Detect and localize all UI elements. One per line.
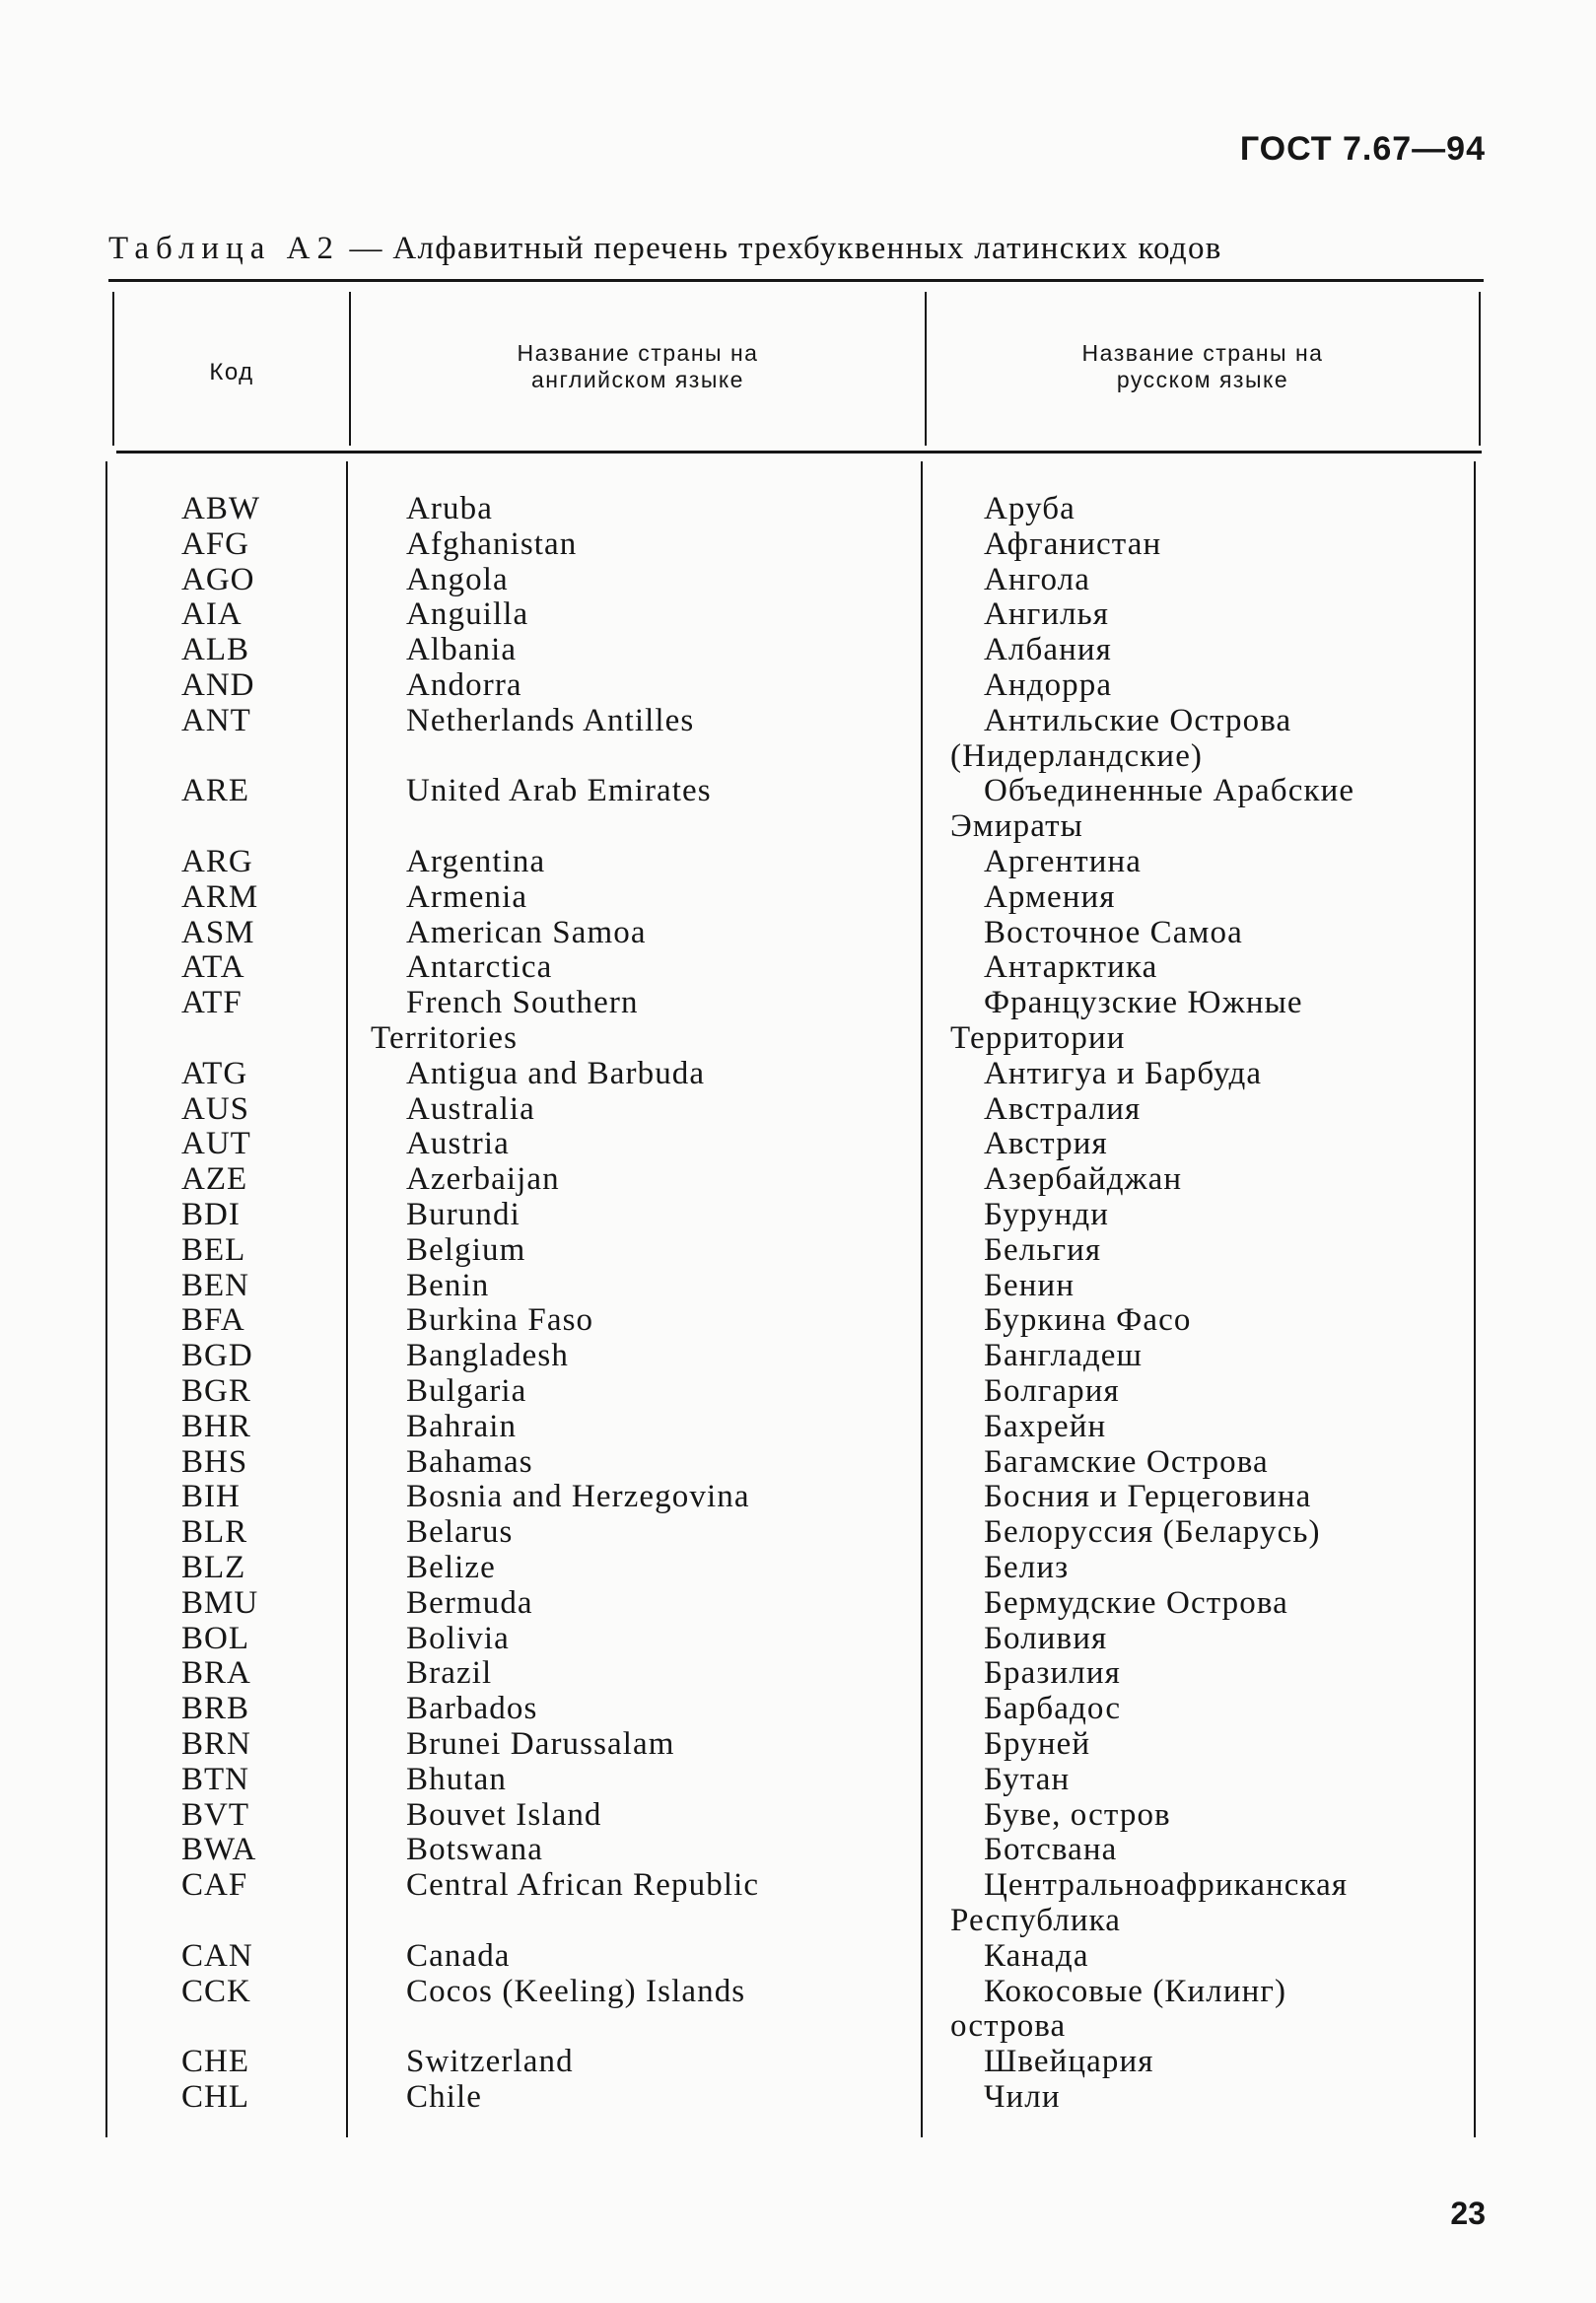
cell-code: BHS	[181, 1443, 248, 1480]
table-row	[0, 1479, 1596, 1514]
cell-russian: Албания	[984, 632, 1112, 668]
table-top-rule	[108, 279, 1484, 282]
cell-english: Anguilla	[406, 596, 529, 633]
cell-russian: Афганистан	[984, 525, 1162, 562]
cell-code: BDI	[181, 1197, 241, 1232]
cell-russian: Территории	[950, 1020, 1126, 1056]
cell-code: CHL	[181, 2079, 249, 2115]
table-row	[0, 1585, 1596, 1621]
cell-code: BGR	[181, 1373, 251, 1409]
cell-code: AUS	[181, 1090, 250, 1127]
table-row	[0, 773, 1596, 808]
cell-code: ARM	[181, 878, 259, 915]
table-row	[0, 1938, 1596, 1974]
table-row	[0, 808, 1596, 844]
cell-russian: Боливия	[984, 1620, 1108, 1656]
cell-russian: Бахрейн	[984, 1408, 1107, 1444]
cell-english: Aruba	[406, 491, 493, 526]
header-russian-line2: русском языке	[1116, 367, 1289, 392]
cell-russian: Бутан	[984, 1761, 1071, 1797]
table-row	[0, 1655, 1596, 1691]
cell-russian: Эмираты	[950, 808, 1083, 845]
cell-english: Bolivia	[406, 1620, 510, 1656]
cell-code: BTN	[181, 1761, 249, 1797]
cell-russian: Восточное Самоа	[984, 914, 1243, 950]
cell-english: Bahrain	[406, 1408, 518, 1444]
cell-russian: (Нидерландские)	[950, 737, 1204, 774]
cell-russian: Бруней	[984, 1726, 1091, 1762]
table-row	[0, 1161, 1596, 1197]
table-row	[0, 738, 1596, 774]
cell-english: Botswana	[406, 1832, 543, 1868]
cell-russian: Французские Южные	[984, 985, 1303, 1021]
header-russian-line1: Название страны на	[1081, 340, 1324, 366]
table-row	[0, 1056, 1596, 1091]
cell-russian: Антигуа и Барбуда	[984, 1055, 1263, 1091]
cell-code: AZE	[181, 1161, 248, 1198]
table-row	[0, 1621, 1596, 1656]
cell-english: Territories	[371, 1020, 519, 1056]
cell-code: ASM	[181, 914, 255, 950]
cell-russian: Бермудские Острова	[984, 1584, 1288, 1621]
table-row	[0, 2008, 1596, 2044]
cell-english: Belarus	[406, 1514, 514, 1551]
table-row	[0, 1409, 1596, 1444]
header-code	[114, 359, 349, 385]
cell-russian: Объединенные Арабские	[984, 773, 1355, 809]
caption-label: Таблица А2	[108, 231, 340, 266]
cell-code: BRA	[181, 1655, 251, 1692]
cell-russian: Аргентина	[984, 844, 1143, 879]
cell-english: Bulgaria	[406, 1373, 527, 1409]
cell-russian: Белиз	[984, 1550, 1070, 1585]
cell-english: Canada	[406, 1937, 511, 1974]
caption-text: — Алфавитный перечень трехбуквенных латинских кодов	[339, 231, 1222, 266]
cell-english: Antigua and Barbuda	[406, 1055, 706, 1091]
table-row	[0, 1020, 1596, 1056]
cell-english: Bangladesh	[406, 1338, 569, 1374]
table-row	[0, 2044, 1596, 2079]
table-row	[0, 1550, 1596, 1585]
cell-russian: Ботсвана	[984, 1832, 1118, 1868]
cell-english: Angola	[406, 561, 509, 597]
cell-code: BMU	[181, 1584, 259, 1621]
table-row	[0, 632, 1596, 667]
cell-russian: Белоруссия (Беларусь)	[984, 1514, 1321, 1551]
cell-english: Andorra	[406, 667, 522, 703]
header-english-line1: Название страны на	[517, 340, 759, 366]
table-row	[0, 985, 1596, 1020]
cell-english: Chile	[406, 2079, 482, 2115]
table-row	[0, 879, 1596, 915]
table-row	[0, 1903, 1596, 1938]
cell-code: BRB	[181, 1691, 250, 1727]
cell-russian: Бельгия	[984, 1231, 1102, 1268]
cell-english: Bermuda	[406, 1584, 533, 1621]
table-header-rule	[116, 451, 1482, 454]
cell-russian: Буве, остров	[984, 1796, 1171, 1833]
cell-english: Azerbaijan	[406, 1161, 560, 1198]
cell-russian: Андорра	[984, 667, 1113, 703]
header-russian	[927, 340, 1479, 393]
table-row	[0, 1268, 1596, 1303]
cell-code: BVT	[181, 1796, 249, 1833]
cell-code: BHR	[181, 1408, 251, 1444]
cell-english: Bosnia and Herzegovina	[406, 1479, 750, 1515]
table-row	[0, 2079, 1596, 2115]
table-row	[0, 1691, 1596, 1726]
cell-russian: Болгария	[984, 1373, 1120, 1409]
cell-russian: Бразилия	[984, 1655, 1121, 1692]
cell-code: BIH	[181, 1479, 241, 1515]
cell-code: ARE	[181, 773, 249, 809]
cell-code: AND	[181, 667, 255, 703]
cell-code: CCK	[181, 1973, 251, 2009]
table-row	[0, 915, 1596, 950]
cell-english: United Arab Emirates	[406, 773, 712, 809]
cell-english: American Samoa	[406, 914, 647, 950]
table-row	[0, 1302, 1596, 1338]
table-caption	[108, 231, 1222, 267]
cell-english: Armenia	[406, 878, 528, 915]
cell-english: Australia	[406, 1090, 535, 1127]
cell-english: Cocos (Keeling) Islands	[406, 1973, 746, 2009]
table-row	[0, 562, 1596, 597]
cell-english: Barbados	[406, 1691, 538, 1727]
table-row	[0, 1974, 1596, 2009]
table-row	[0, 703, 1596, 738]
cell-russian: Ангола	[984, 561, 1090, 597]
cell-code: CAF	[181, 1867, 248, 1904]
cell-code: ANT	[181, 702, 251, 738]
table-row	[0, 1797, 1596, 1833]
cell-code: AFG	[181, 525, 250, 562]
cell-code: BLR	[181, 1514, 248, 1551]
cell-russian: Буркина Фасо	[984, 1302, 1192, 1339]
cell-english: Central African Republic	[406, 1867, 760, 1904]
cell-code: BEN	[181, 1267, 249, 1303]
cell-english: Argentina	[406, 844, 546, 879]
cell-code: BWA	[181, 1832, 257, 1868]
cell-russian: Швейцария	[984, 2044, 1154, 2080]
cell-russian: Бурунди	[984, 1197, 1110, 1232]
cell-english: Afghanistan	[406, 525, 578, 562]
cell-code: AUT	[181, 1126, 251, 1162]
cell-russian: Босния и Герцеговина	[984, 1479, 1312, 1515]
cell-code: BGD	[181, 1338, 253, 1374]
cell-english: Antarctica	[406, 949, 553, 986]
cell-code: AGO	[181, 561, 255, 597]
cell-russian: Аруба	[984, 491, 1076, 526]
table-row	[0, 491, 1596, 526]
cell-english: Bahamas	[406, 1443, 533, 1480]
standard-number: ГОСТ 7.67—94	[1239, 130, 1486, 168]
cell-code: CAN	[181, 1937, 253, 1974]
cell-english: Belize	[406, 1550, 496, 1585]
table-row	[0, 1832, 1596, 1867]
table-row	[0, 1232, 1596, 1268]
cell-english: Benin	[406, 1267, 490, 1303]
cell-code: ATG	[181, 1055, 248, 1091]
cell-russian: Австрия	[984, 1126, 1108, 1162]
cell-russian: острова	[950, 2008, 1067, 2045]
cell-english: Austria	[406, 1126, 510, 1162]
cell-russian: Чили	[984, 2079, 1061, 2115]
cell-russian: Антильские Острова	[984, 702, 1292, 738]
table-row	[0, 1091, 1596, 1127]
cell-english: Belgium	[406, 1231, 526, 1268]
cell-russian: Бенин	[984, 1267, 1076, 1303]
cell-english: Brazil	[406, 1655, 493, 1692]
table-row	[0, 1126, 1596, 1161]
cell-russian: Кокосовые (Килинг)	[984, 1973, 1287, 2009]
cell-code: BOL	[181, 1620, 249, 1656]
cell-russian: Армения	[984, 878, 1116, 915]
cell-english: Switzerland	[406, 2044, 574, 2080]
header-english-line2: английском языке	[531, 367, 744, 392]
table-row	[0, 1338, 1596, 1373]
cell-code: BRN	[181, 1726, 251, 1762]
cell-code: ALB	[181, 632, 249, 668]
cell-english: Albania	[406, 632, 518, 668]
table-row	[0, 949, 1596, 985]
table-row	[0, 1197, 1596, 1232]
cell-russian: Бангладеш	[984, 1338, 1143, 1374]
table-row	[0, 1373, 1596, 1409]
cell-code: BLZ	[181, 1550, 246, 1585]
table-row	[0, 1514, 1596, 1550]
cell-english: Burundi	[406, 1197, 520, 1232]
cell-code: ABW	[181, 491, 260, 526]
cell-russian: Багамские Острова	[984, 1443, 1269, 1480]
cell-russian: Республика	[950, 1903, 1122, 1938]
table-row	[0, 596, 1596, 632]
table-row	[0, 1762, 1596, 1797]
header-code-label: Код	[209, 359, 254, 385]
cell-russian: Барбадос	[984, 1691, 1122, 1727]
cell-english: Brunei Darussalam	[406, 1726, 675, 1762]
cell-code: ARG	[181, 844, 253, 879]
cell-russian: Ангилья	[984, 596, 1110, 633]
cell-code: BFA	[181, 1302, 245, 1339]
cell-russian: Антарктика	[984, 949, 1158, 986]
cell-code: CHE	[181, 2044, 249, 2080]
table-row	[0, 1726, 1596, 1762]
cell-english: Bouvet Island	[406, 1796, 602, 1833]
table-row	[0, 526, 1596, 562]
table-row	[0, 844, 1596, 879]
column-divider-right-header	[1479, 292, 1481, 446]
cell-english: Burkina Faso	[406, 1302, 594, 1339]
cell-russian: Центральноафриканская	[984, 1867, 1349, 1904]
cell-russian: Канада	[984, 1937, 1089, 1974]
cell-english: French Southern	[406, 985, 639, 1021]
cell-english: Bhutan	[406, 1761, 507, 1797]
cell-code: ATF	[181, 985, 243, 1021]
table-row	[0, 1867, 1596, 1903]
cell-code: BEL	[181, 1231, 246, 1268]
cell-code: AIA	[181, 596, 243, 633]
cell-code: ATA	[181, 949, 245, 986]
table-row	[0, 1444, 1596, 1480]
header-english	[351, 340, 925, 393]
cell-english: Netherlands Antilles	[406, 702, 695, 738]
page-number: 23	[1450, 2196, 1486, 2231]
table-row	[0, 667, 1596, 703]
cell-russian: Азербайджан	[984, 1161, 1183, 1198]
cell-russian: Австралия	[984, 1090, 1142, 1127]
